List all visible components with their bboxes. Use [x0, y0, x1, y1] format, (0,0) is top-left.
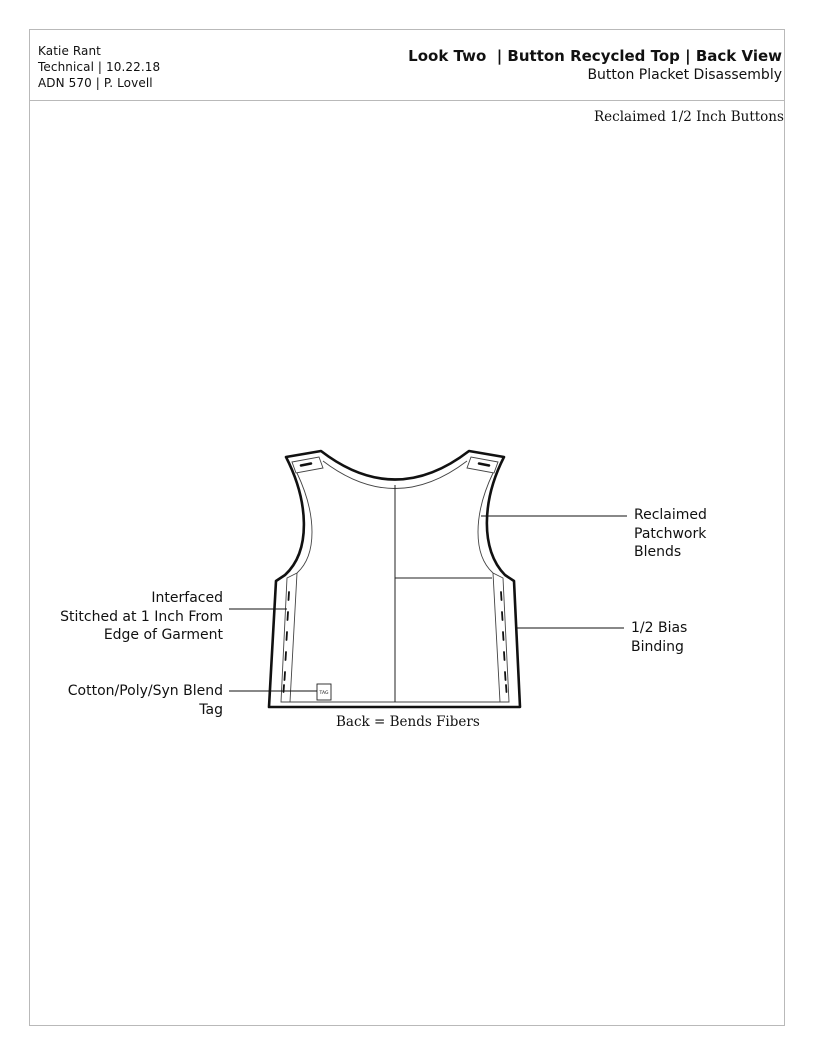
- author-name: Katie Rant: [38, 44, 101, 58]
- callout-tag: [68, 682, 223, 719]
- callout-bias-line1: 1/2 Bias: [631, 620, 688, 636]
- callout-bias-line2: Binding: [631, 638, 684, 655]
- callout-interfaced-line1: Interfaced: [151, 590, 223, 606]
- class-professor: ADN 570 | P. Lovell: [38, 76, 153, 90]
- button-left: [301, 464, 311, 466]
- page-title: Look Two | Button Recycled Top | Back View: [408, 47, 782, 65]
- callout-tag-line1: Cotton/Poly/Syn Blend: [67, 683, 223, 699]
- callout-interfaced-line3: Edge of Garment: [103, 627, 223, 643]
- callout-patchwork-line3: Blends: [634, 544, 682, 560]
- care-tag-text: TAG: [319, 691, 329, 696]
- callout-bias-binding: [631, 619, 687, 656]
- page-subtitle: Button Placket Disassembly: [587, 67, 782, 83]
- button-right: [479, 464, 489, 466]
- callout-patchwork: [634, 506, 707, 562]
- callout-patchwork-line2: Patchwork: [634, 525, 707, 542]
- callout-tag-line2: Tag: [199, 701, 223, 718]
- course-date: Technical | 10.22.18: [38, 60, 161, 74]
- callout-interfaced-line2: Stitched at 1 Inch From: [60, 608, 223, 625]
- callout-interfaced: [60, 589, 223, 645]
- back-note: Back = Bends Fibers: [336, 714, 480, 730]
- buttons-note: Reclaimed 1/2 Inch Buttons: [594, 109, 784, 125]
- callout-patchwork-line1: Reclaimed: [634, 507, 707, 523]
